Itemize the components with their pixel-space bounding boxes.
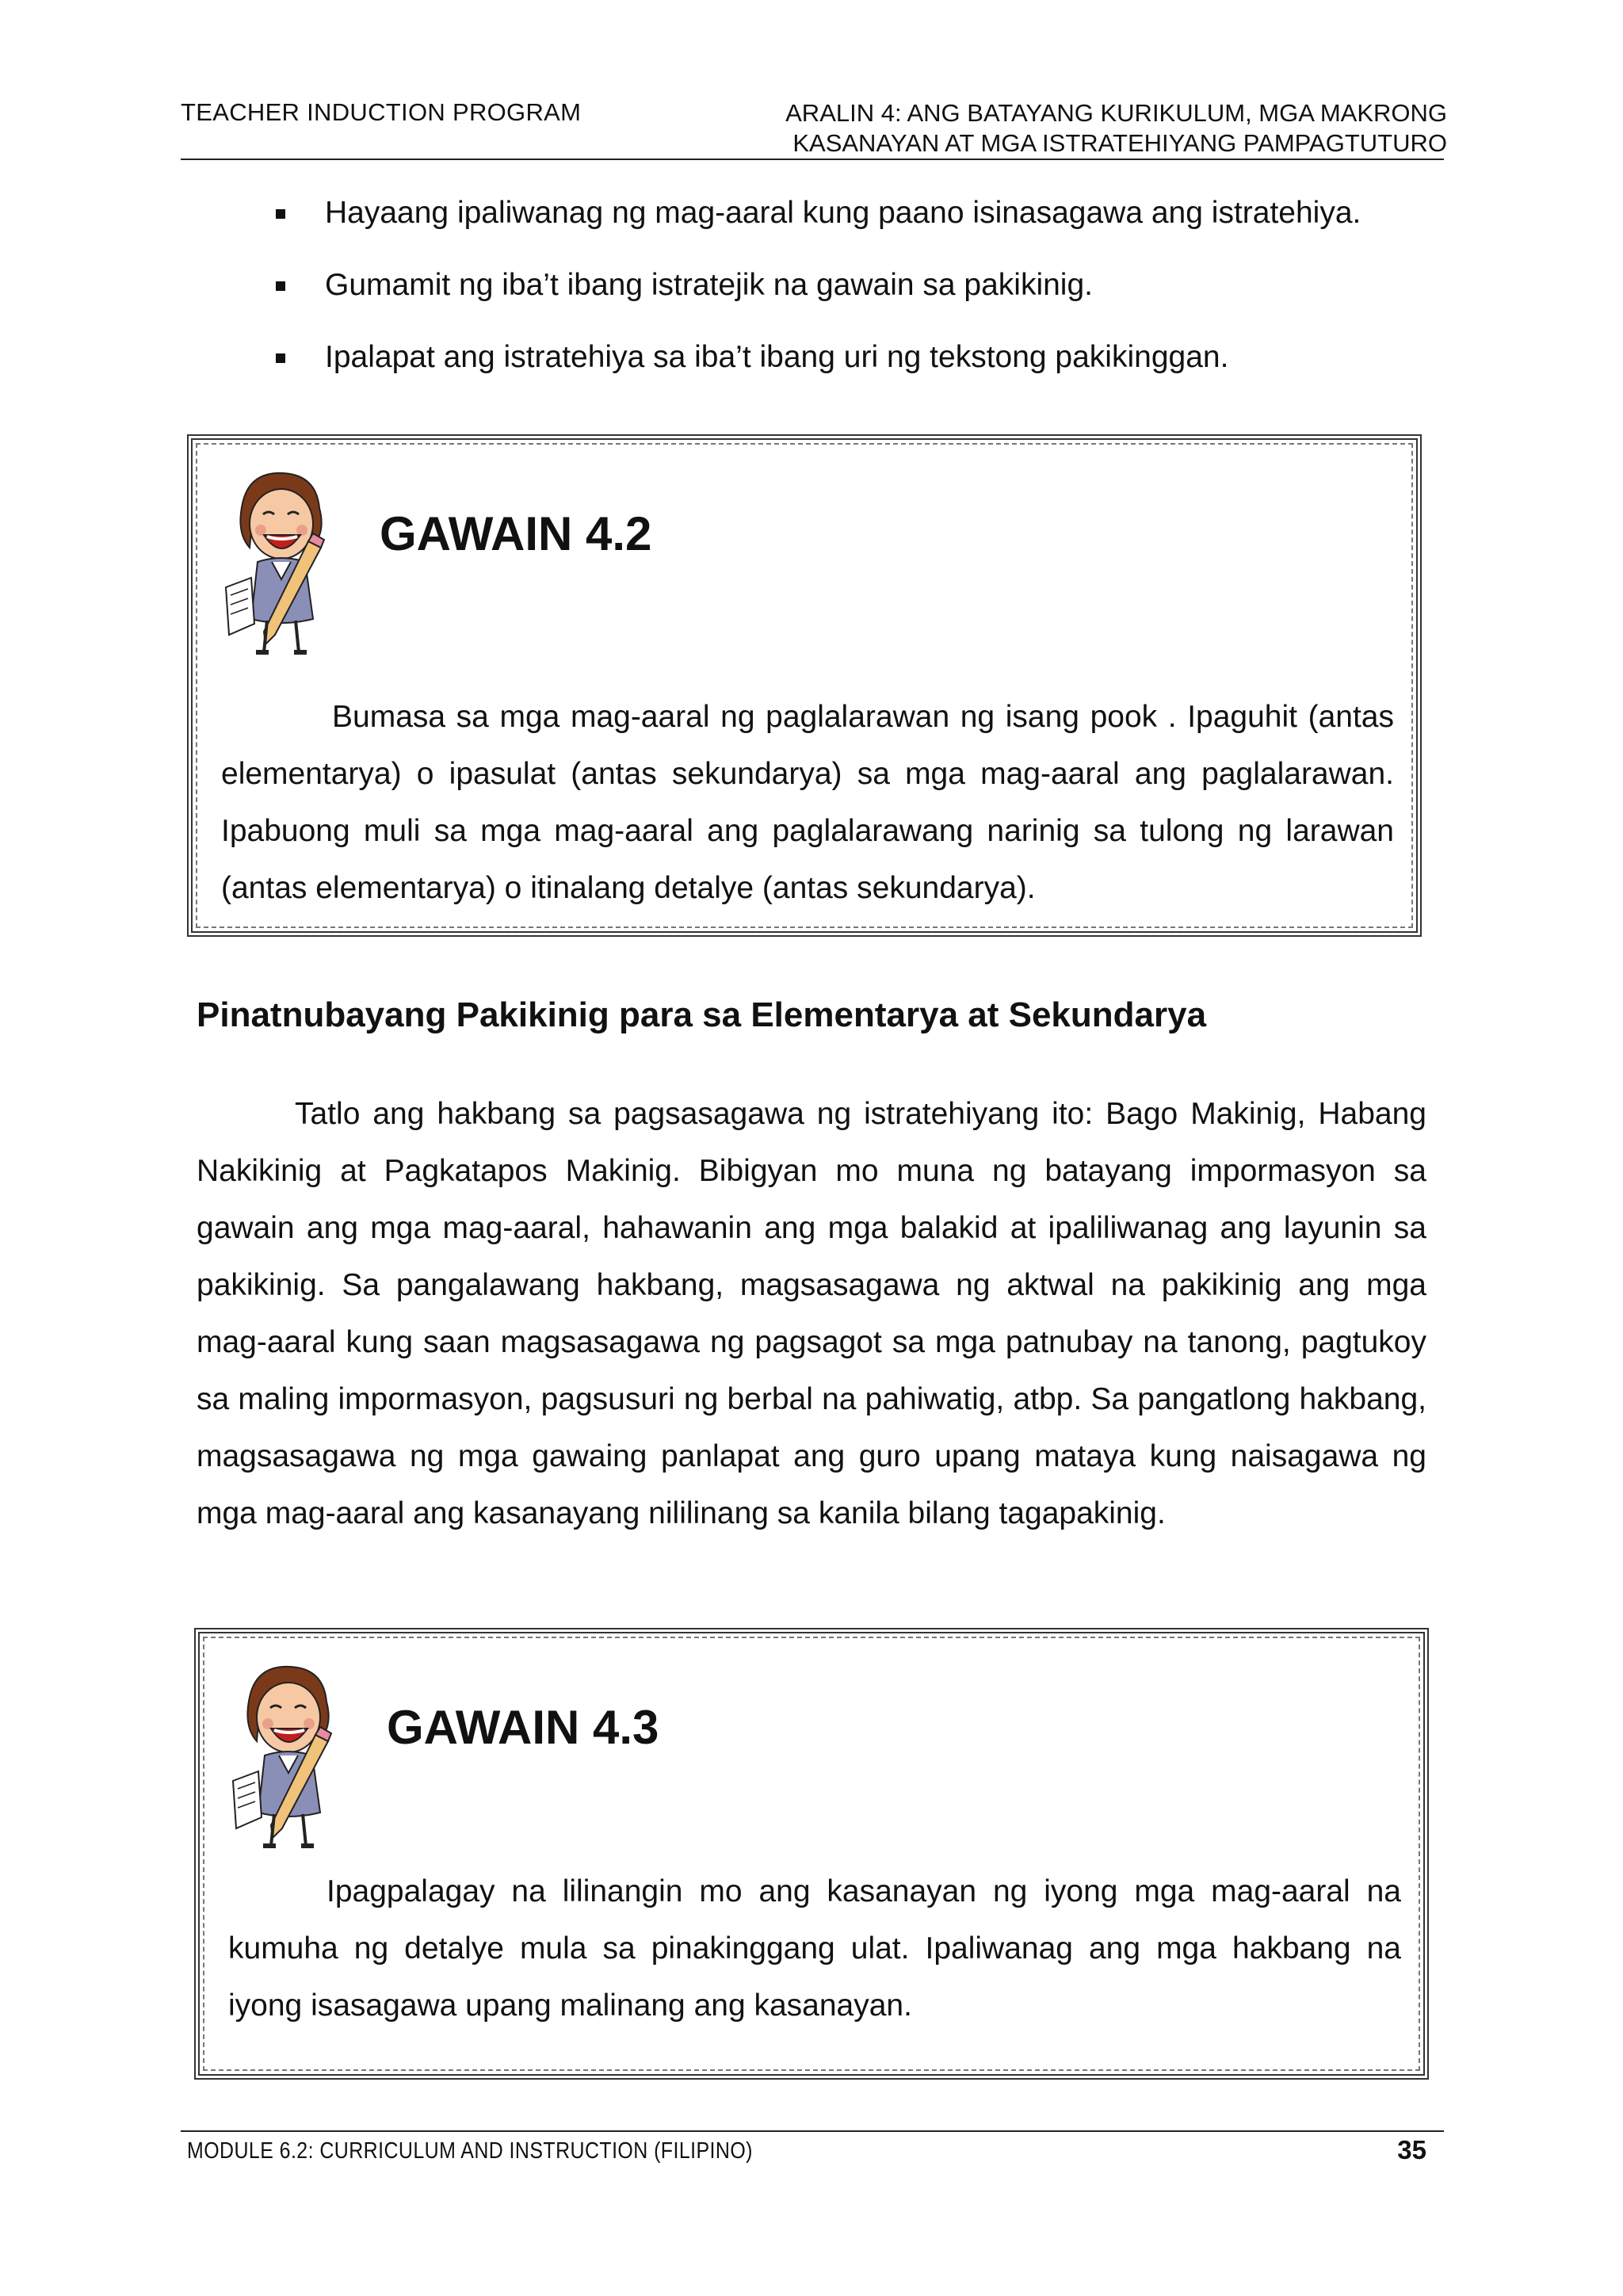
footer-rule: [181, 2130, 1444, 2132]
header-rule: [181, 159, 1444, 160]
header-lesson-line1: ARALIN 4: ANG BATAYANG KURIKULUM, MGA MAKRONG: [785, 99, 1447, 127]
task-instructions: Ipagpalagay na lilinangin mo ang kasanayan ng iyong mga mag-aaral na kumuha ng detalye mula sa pinakinggang ulat. Ipaliwanag ang mga hakbang na iyong isasagawa upang malinang ang kasanayan.: [228, 1874, 1401, 2023]
teacher-clipart-icon: [227, 1662, 346, 1852]
page-number: 35: [1397, 2135, 1426, 2164]
task-box-4-3: [194, 1628, 1429, 2080]
section-paragraph: Tatlo ang hakbang sa pagsasagawa ng istratehiyang ito: Bago Makinig, Habang Nakikinig at Pagkatapos Makinig. Bibigyan mo muna ng batayang impormasyon sa gawain ang mga mag-aaral, hahawanin ang mga balakid at ipaliliwanag ang layunin sa pakikinig. Sa pangalawang hakbang, magsasagawa ng aktwal na pakikinig ang mga mag-aaral kung saan magsasagawa ng pagsagot sa mga patnubay na tanong, pagtukoy sa maling impormasyon, pagsusuri ng berbal na pahiwatig, atbp. Sa pangatlong hakbang, magsasagawa ng mga gawaing panlapat ang guro upang mataya kung naisagawa ng mga mag-aaral ang kasanayang nililinang sa kanila bilang tagapakinig.: [197, 1097, 1426, 1530]
header-lesson-title: [785, 98, 1447, 159]
header-program: TEACHER INDUCTION PROGRAM: [181, 98, 582, 126]
section-heading: Pinatnubayang Pakikinig para sa Elementarya at Sekundarya: [197, 995, 1207, 1034]
task-title: GAWAIN 4.3: [387, 1701, 659, 1754]
bullet-item: Hayaang ipaliwanag ng mag-aaral kung paano isinasagawa ang istratehiya.: [269, 195, 1361, 231]
header-lesson-line2: KASANAYAN AT MGA ISTRATEHIYANG PAMPAGTUTURO: [792, 129, 1447, 157]
bullet-list: [269, 195, 1361, 411]
task-instructions: Bumasa sa mga mag-aaral ng paglalarawan ng isang pook . Ipaguhit (antas elementarya) o ipasulat (antas sekundarya) sa mga mag-aaral ang paglalarawan. Ipabuong muli sa mga mag-aaral ang paglalarawang narinig sa tulong ng larawan (antas elementarya) o itinalang detalye (antas sekundarya).: [221, 700, 1394, 905]
bullet-item: Ipalapat ang istratehiya sa iba’t ibang uri ng tekstong pakikinggan.: [269, 339, 1361, 376]
bullet-item: Gumamit ng iba’t ibang istratejik na gawain sa pakikinig.: [269, 267, 1361, 304]
teacher-clipart-icon: [220, 468, 338, 659]
task-box-4-2: [187, 434, 1422, 937]
task-title: GAWAIN 4.2: [380, 507, 652, 560]
footer-module: MODULE 6.2: CURRICULUM AND INSTRUCTION (FILIPINO): [187, 2138, 753, 2164]
